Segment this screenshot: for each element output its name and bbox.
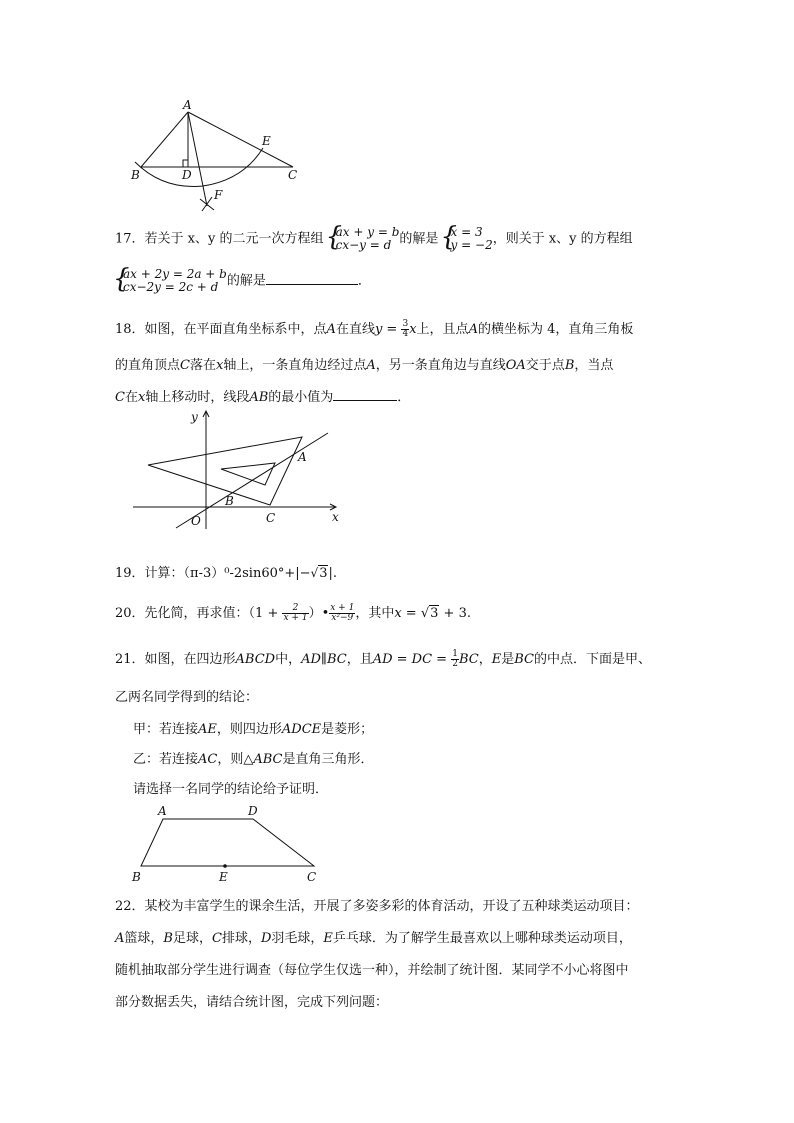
label-e: E [219, 870, 228, 884]
question-19: 19．计算：（π-3）⁰-2sin60°+|−√3|. [115, 566, 337, 581]
question-22-line4: 部分数据丢失，请结合统计图，完成下列问题： [115, 995, 389, 1010]
label-c: C [307, 870, 317, 884]
axis-x-label: x [332, 510, 339, 524]
question-17-line2: { ax + 2y = 2a + b cx−2y = 2c + d 的解是 ． [115, 268, 371, 294]
label-b: B [225, 494, 234, 508]
answer-blank-17[interactable] [266, 274, 358, 285]
equation-system-2: { ax + 2y = 2a + b cx−2y = 2c + d [115, 268, 227, 294]
question-18-line2: 的直角顶点C落在x轴上，一条直角边经过点A，另一条直角边与直线OA交于点B，当点 [115, 358, 614, 373]
question-21-line5: 请选择一名同学的结论给予证明． [133, 782, 329, 797]
fraction-2-over-x1: $\frac{2}{x + 1}$ [283, 603, 308, 623]
question-18-line1: 18．如图，在平面直角坐标系中，点A在直线y = $\frac{3}{4}$ x上，且点A的横坐标为 4，直角三角板 [115, 319, 634, 339]
label-b: B [131, 168, 140, 182]
question-20: 20．先化简，再求值：（1 + $\frac{2}{x + 1}$ ）• $\frac{x + 1}{\text{x²−9}}$ ，其中x = √3 + 3. [115, 603, 471, 623]
label-f: F [214, 188, 223, 202]
label-a: A [183, 98, 192, 112]
label-b: B [132, 870, 141, 884]
label-a: A [158, 804, 167, 818]
fraction-1-2: $\frac{1}{2}$ [452, 649, 458, 669]
label-d: D [248, 804, 258, 818]
label-a: A [298, 450, 307, 464]
label-e: E [262, 134, 271, 148]
figure-coordinate-triangle [128, 405, 353, 530]
label-c: C [266, 511, 276, 525]
label-c: C [288, 168, 298, 182]
solution-system: { x = 3 y = −2 [443, 226, 493, 252]
question-22-line2: A篮球，B足球，C排球，D羽毛球，E乒乓球．为了解学生最喜欢以上哪种球类运动项目， [115, 931, 632, 946]
question-21-line1: 21．如图，在四边形ABCD中，AD∥BC，且AD = DC = $\frac{1}{2}$ BC，E是BC的中点．下面是甲、 [115, 649, 651, 669]
figure-trapezoid [128, 802, 328, 884]
question-22-line1: 22．某校为丰富学生的课余生活，开展了多姿多彩的体育活动，开设了五种球类运动项目： [115, 899, 639, 914]
figure-triangle-abc [125, 98, 310, 218]
question-17-line1: 17．若关于 x、y 的二元一次方程组 { ax + y = b cx−y = d 的解是 { x = 3 y = −2，则关于 x、y 的方程组 [115, 226, 633, 252]
answer-blank-18[interactable] [333, 390, 397, 401]
question-21-yi: 乙：若连接AC，则△ABC是直角三角形． [133, 752, 374, 767]
label-d: D [182, 168, 192, 182]
fraction-x1-over-x29: $\frac{x + 1}{\text{x²−9}}$ [330, 603, 355, 623]
question-21-line2: 乙两名同学得到的结论： [115, 690, 259, 705]
origin-label: O [191, 514, 201, 528]
question-22-line3: 随机抽取部分学生进行调查（每位学生仅选一种），并绘制了统计图．某同学不小心将图中 [115, 963, 629, 978]
equation-system-1: { ax + y = b cx−y = d [328, 226, 400, 252]
question-18-line3: C在x轴上移动时，线段AB的最小值为 ． [115, 390, 411, 405]
axis-y-label: y [191, 410, 198, 424]
fraction-3-4: $\frac{3}{4}$ [402, 319, 409, 339]
question-21-jia: 甲：若连接AE，则四边形ADCE是菱形； [133, 722, 374, 737]
